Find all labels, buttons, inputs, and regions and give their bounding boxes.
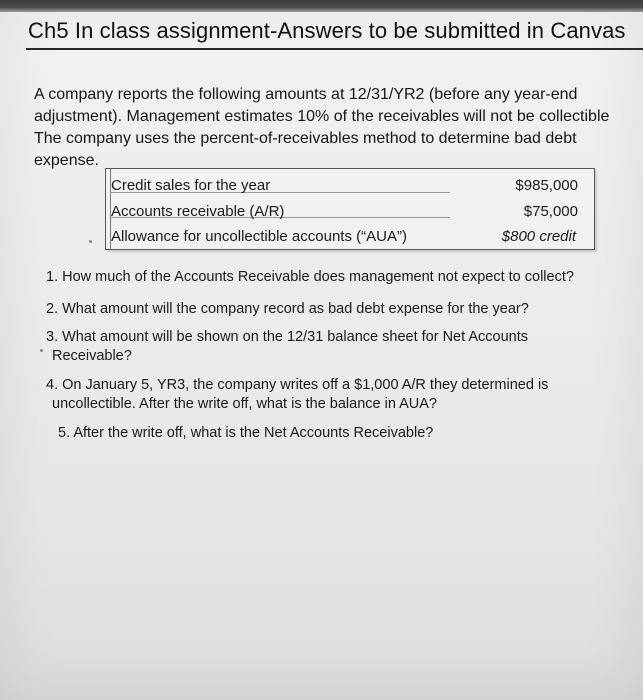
amounts-table xyxy=(105,168,595,250)
question-line: 5. After the write off, what is the Net Accounts Receivable? xyxy=(58,425,434,441)
screen-top-edge xyxy=(0,0,643,12)
question-2 xyxy=(46,300,529,319)
table-row-credit-sales xyxy=(106,173,594,197)
question-line: Receivable? xyxy=(52,348,132,364)
question-3 xyxy=(46,328,528,366)
row-label: Credit sales for the year xyxy=(111,177,271,194)
intro-paragraph xyxy=(34,84,643,172)
question-line: 2. What amount will the company record as bad debt expense for the year? xyxy=(46,301,529,317)
intro-line: A company reports the following amounts at 12/31/YR2 (before any year-end xyxy=(34,86,578,103)
row-value: $985,000 xyxy=(515,177,578,194)
stray-mark xyxy=(89,240,92,243)
intro-line: The company uses the percent-of-receivables method to determine bad debt xyxy=(34,130,577,147)
question-5 xyxy=(46,424,433,443)
row-label: Allowance for uncollectible accounts (“AUA”) xyxy=(111,228,407,245)
table-row-allowance xyxy=(106,224,594,248)
question-1 xyxy=(46,268,574,287)
title-underline xyxy=(26,48,643,50)
question-line: 1. How much of the Accounts Receivable does management not expect to collect? xyxy=(46,269,574,285)
table-row-accounts-receivable xyxy=(106,199,594,223)
row-label: Accounts receivable (A/R) xyxy=(111,203,285,220)
intro-line: expense. xyxy=(34,152,99,169)
stray-mark xyxy=(40,349,43,352)
question-line: 3. What amount will be shown on the 12/31 balance sheet for Net Accounts xyxy=(46,329,529,345)
page-title: Ch5 In class assignment-Answers to be submitted in Canvas xyxy=(28,18,626,43)
intro-line: adjustment). Management estimates 10% of the receivables will not be collectible xyxy=(34,108,610,125)
row-value: $75,000 xyxy=(523,203,578,220)
question-4 xyxy=(46,376,548,414)
row-value: $800 credit xyxy=(501,228,576,245)
question-line: 4. On January 5, YR3, the company writes off a $1,000 A/R they determined is xyxy=(46,377,549,393)
question-line: uncollectible. After the write off, what is the balance in AUA? xyxy=(52,396,438,412)
